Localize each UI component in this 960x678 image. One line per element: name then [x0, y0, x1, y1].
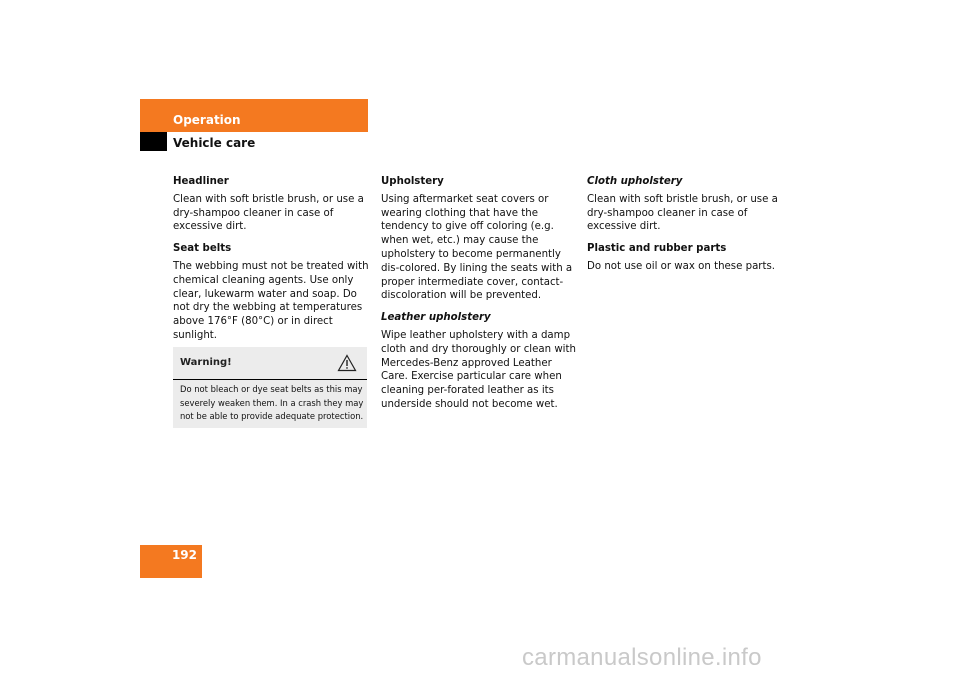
page-number: 192 [171, 548, 197, 562]
seatbelts-heading: Seat belts [173, 243, 232, 255]
warning-box [173, 347, 367, 428]
leather-text: Wipe leather upholstery with a damp cloth and dry thoroughly or clean with Mercedes-Benz approved Leather Care. Exercise particular care when cleaning per-forated leather as its underside should not become wet. [381, 329, 576, 410]
column-1 [173, 175, 369, 351]
header-corner-block [140, 132, 167, 151]
cloth-text: Clean with soft bristle brush, or use a dry-shampoo cleaner in case of excessive dirt. [587, 193, 778, 233]
column-2 [381, 175, 578, 420]
watermark: carmanualsonline.info [522, 644, 762, 671]
subsection-title: Vehicle care [173, 136, 256, 150]
headliner-text: Clean with soft bristle brush, or use a dry-shampoo cleaner in case of excessive dirt. [173, 193, 364, 233]
column-3 [587, 175, 787, 282]
headliner-heading: Headliner [173, 176, 229, 187]
plastic-text: Do not use oil or wax on these parts. [587, 260, 776, 272]
seatbelts-text: The webbing must not be treated with chemical cleaning agents. Use only clear, lukewarm water and soap. Do not dry the webbing at temperatures above 176°F (80°C) or in direct sunlight. [173, 260, 369, 341]
cloth-heading: Cloth upholstery [587, 176, 683, 187]
warning-title: Warning! [180, 357, 232, 368]
warning-divider [173, 379, 367, 380]
section-title: Operation [173, 113, 241, 127]
leather-heading: Leather upholstery [381, 312, 491, 324]
warning-triangle-icon [337, 354, 357, 372]
upholstery-heading: Upholstery [381, 176, 444, 187]
upholstery-text: Using aftermarket seat covers or wearing clothing that have the tendency to give off coloring (e.g. when wet, etc.) may cause the upholstery to become permanently dis-colored. By lining the seats with a proper intermediate cover, contact-discoloration will be prevented. [381, 193, 573, 302]
page-number-box [140, 545, 202, 578]
warning-text: Do not bleach or dye seat belts as this may severely weaken them. In a crash they may not be able to provide adequate protection. [180, 384, 364, 422]
plastic-heading: Plastic and rubber parts [587, 243, 727, 255]
